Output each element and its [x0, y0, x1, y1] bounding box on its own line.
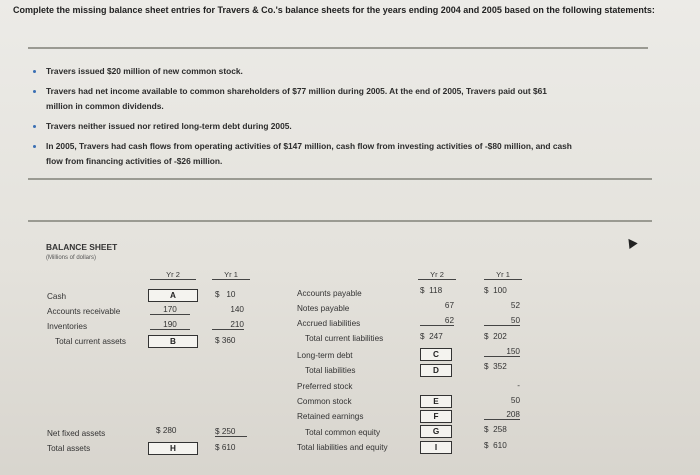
- bullet-item: Travers issued $20 million of new common stock.: [30, 64, 650, 79]
- label-total-liabilities: Total liabilities: [305, 366, 356, 375]
- value-cash-yr1: $ 10: [215, 290, 236, 299]
- value-accr-yr2: 62: [420, 316, 454, 326]
- answer-box-F[interactable]: F: [420, 410, 452, 423]
- label-inventories: Inventories: [47, 322, 88, 331]
- label-accounts-receivable: Accounts receivable: [47, 307, 121, 316]
- answer-box-I[interactable]: I: [420, 441, 452, 454]
- value-ltd-yr1: 150: [484, 347, 520, 357]
- answer-box-B[interactable]: B: [148, 335, 198, 348]
- label-preferred-stock: Preferred stock: [297, 382, 353, 391]
- value-cs-yr1: 50: [510, 396, 520, 405]
- divider-sheet: [28, 220, 652, 222]
- col-header-yr2-liab: Yr 2: [418, 270, 456, 280]
- value-tcl-yr1: $ 202: [484, 332, 507, 341]
- label-total-assets: Total assets: [47, 444, 91, 453]
- label-common-stock: Common stock: [297, 397, 352, 406]
- label-total-liabilities-and-equity: Total liabilities and equity: [297, 443, 388, 452]
- balance-sheet-subtitle: (Millions of dollars): [46, 255, 97, 261]
- problem-statement: Complete the missing balance sheet entries for Travers & Co.'s balance sheets for the years ending 2004 and 2005 based on the following statements:: [13, 5, 655, 15]
- col-header-yr2-assets: Yr 2: [150, 270, 196, 280]
- value-tl-yr1: $ 352: [484, 362, 507, 371]
- value-ap-yr1: $ 100: [484, 286, 507, 295]
- answer-box-H[interactable]: H: [148, 442, 198, 455]
- label-cash: Cash: [47, 292, 67, 301]
- col-header-yr1-assets: Yr 1: [212, 270, 250, 280]
- value-tcl-yr2: $ 247: [420, 332, 443, 341]
- value-ta-yr1: $ 610: [215, 443, 236, 452]
- bullet-item: [30, 84, 650, 114]
- answer-box-E[interactable]: E: [420, 395, 452, 408]
- bullet-list: [30, 64, 650, 174]
- value-ar-yr2: 170: [150, 305, 190, 315]
- value-np-yr1: 52: [510, 301, 520, 310]
- label-total-common-equity: Total common equity: [305, 428, 381, 437]
- balance-sheet-title: BALANCE SHEET: [46, 242, 118, 252]
- bullet-item: Travers neither issued nor retired long-term debt during 2005.: [30, 119, 650, 134]
- value-inv-yr2: 190: [150, 320, 190, 330]
- label-accrued-liabilities: Accrued liabilities: [297, 319, 361, 328]
- bullet-text: Travers had net income available to common shareholders of $77 million during 2005. At the end of 2005, Travers paid out $61: [46, 86, 547, 96]
- value-re-yr1: 208: [484, 410, 520, 420]
- value-pref-yr1: -: [517, 381, 520, 390]
- answer-box-A[interactable]: A: [148, 289, 198, 302]
- value-accr-yr1: 50: [484, 316, 520, 326]
- label-total-current-assets: Total current assets: [55, 337, 126, 346]
- label-net-fixed-assets: Net fixed assets: [47, 429, 106, 438]
- mouse-cursor-icon: [624, 236, 637, 249]
- bullet-text: flow from financing activities of -$26 million.: [46, 156, 223, 166]
- value-ar-yr1: 140: [230, 305, 244, 314]
- answer-box-G[interactable]: G: [420, 425, 452, 438]
- label-long-term-debt: Long-term debt: [297, 351, 353, 360]
- value-tca-yr1: $ 360: [215, 336, 236, 345]
- bullet-item: [30, 139, 650, 169]
- label-notes-payable: Notes payable: [297, 304, 350, 313]
- divider-top: [28, 47, 648, 49]
- value-nfa-yr2: $ 280: [156, 426, 177, 435]
- answer-box-D[interactable]: D: [420, 364, 452, 377]
- col-header-yr1-liab: Yr 1: [484, 270, 522, 280]
- bullet-text: million in common dividends.: [46, 101, 164, 111]
- value-np-yr2: 67: [444, 301, 454, 310]
- value-tle-yr1: $ 610: [484, 441, 507, 450]
- value-nfa-yr1: $ 250: [215, 427, 247, 437]
- divider-mid: [28, 178, 652, 180]
- label-total-current-liabilities: Total current liabilities: [305, 334, 384, 343]
- value-inv-yr1: 210: [212, 320, 244, 330]
- label-accounts-payable: Accounts payable: [297, 289, 362, 298]
- answer-box-C[interactable]: C: [420, 348, 452, 361]
- label-retained-earnings: Retained earnings: [297, 412, 364, 421]
- value-ap-yr2: $ 118: [420, 286, 443, 295]
- value-tce-yr1: $ 258: [484, 425, 507, 434]
- bullet-text: In 2005, Travers had cash flows from operating activities of $147 million, cash flow from investing activities of -$80 million, and cash: [46, 141, 572, 151]
